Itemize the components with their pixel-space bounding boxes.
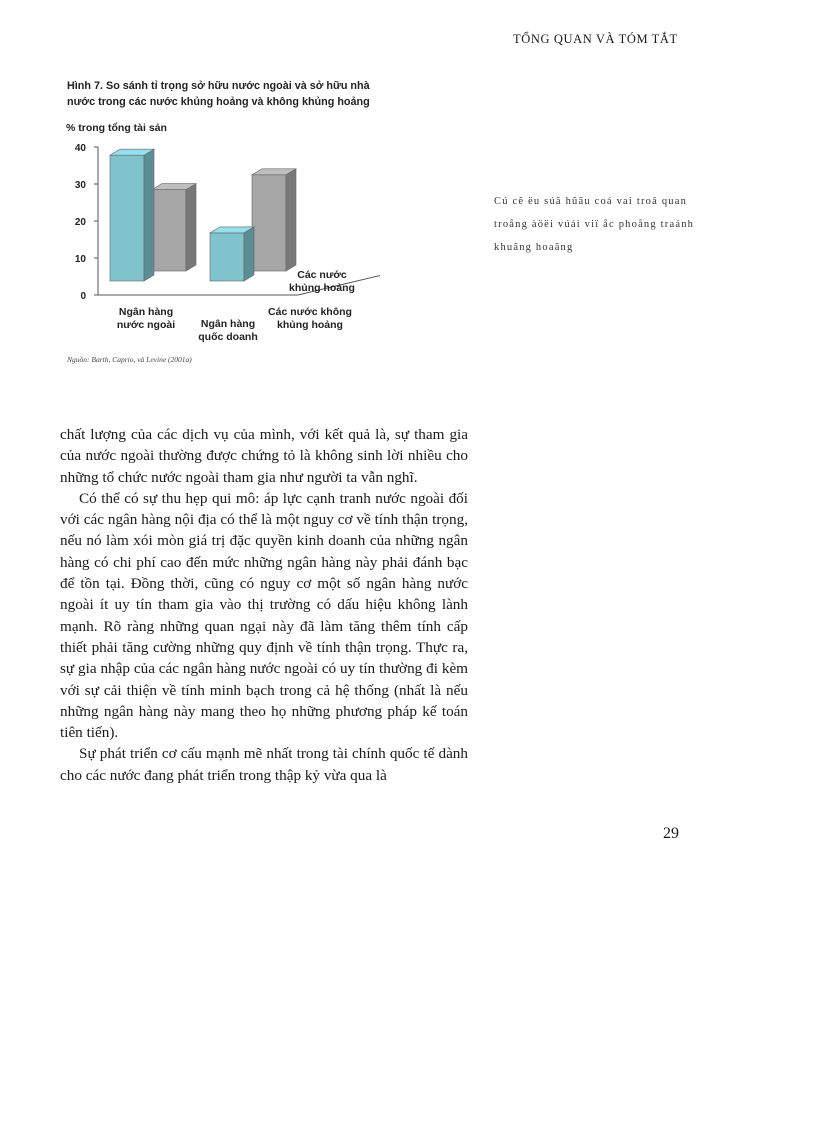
bar-front [210,233,244,281]
margin-note-line: khuãng hoaãng [494,242,574,253]
series-label: khủng hoảng [277,319,343,331]
y-tick-label: 10 [74,254,86,265]
margin-note [494,190,724,259]
figure-source: Nguồn: Barth, Caprio, và Levine (2001a) [67,355,192,364]
bar-front [110,155,144,281]
running-head: TỔNG QUAN VÀ TÓM TẮT [513,32,678,46]
series-label: khủng hoảng [289,282,355,294]
margin-note-line: Cú cê ëu súã hũãu coá vai troâ quan [494,196,688,207]
body-text [60,424,468,786]
bar-front [152,190,186,271]
bar-chart [60,118,380,363]
category-labels [117,306,258,343]
y-tick-label: 20 [74,217,86,228]
bar-side [186,184,196,271]
bar [152,184,196,271]
figure-title-line: Hình 7. So sánh tỉ trọng sở hữu nước ngoài và sở hữu nhà [67,80,370,92]
chart-bars [110,149,296,281]
y-tick-label: 30 [74,180,86,191]
paragraph: Sự phát triển cơ cấu mạnh mẽ nhất trong tài chính quốc tế dành cho các nước đang phát triển trong thập kỷ vừa qua là [60,745,468,784]
bar-side [144,149,154,281]
margin-note-line: troång àöëi vúái viï åc phoång traánh [494,219,695,230]
category-label: Ngân hàng [118,306,174,318]
paragraph: chất lượng của các dịch vụ của mình, với kết quả là, sự tham gia của nước ngoài thường được chứng tỏ là không sinh lời nhiều cho những tổ chức nước ngoài tham gia như người ta vẫn nghĩ. [60,426,468,486]
bar-side [244,227,254,281]
figure-title [67,78,467,110]
bar [210,227,254,281]
series-label: Các nước [297,269,347,281]
bar [252,169,296,271]
bar-side [286,169,296,271]
series-label: Các nước không [268,306,352,318]
paragraph: Có thể có sự thu hẹp qui mô: áp lực cạnh tranh nước ngoài đối với các ngân hàng nội địa có thể là một nguy cơ về tính thận trọng, nếu nó làm xói mòn giá trị đặc quyền kinh doanh của những ngân hàng có chi phí cao đến mức những ngân hàng này phải đánh bạc để tồn tại. Đồng thời, cũng có nguy cơ một số ngân hàng nước ngoài ít uy tín tham gia vào thị trường có dấu hiệu không lành mạnh. Rõ ràng những quan ngại này đã làm tăng thêm tính cấp thiết phải tăng cường những quy định về tính thận trọng. Thực ra, sự gia nhập của các ngân hàng nước ngoài có uy tín thường đi kèm với sự cải thiện về tính minh bạch trong cả hệ thống (nhất là nếu những ngân hàng này mang theo họ những phương pháp kế toán tiên tiến). [60,489,468,742]
page-number: 29 [663,825,679,842]
y-tick-label: 0 [80,291,86,302]
y-axis-label: % trong tổng tài sản [66,122,167,134]
category-label: quốc doanh [198,331,258,343]
bar [110,149,154,281]
y-tick-labels [75,143,98,302]
series-labels [268,269,355,331]
bar-front [252,175,286,271]
category-label: nước ngoài [116,319,176,331]
category-label: Ngân hàng [200,318,256,330]
y-tick-label: 40 [74,143,86,154]
figure-title-line: nước trong các nước khủng hoảng và không khủng hoảng [67,96,370,108]
